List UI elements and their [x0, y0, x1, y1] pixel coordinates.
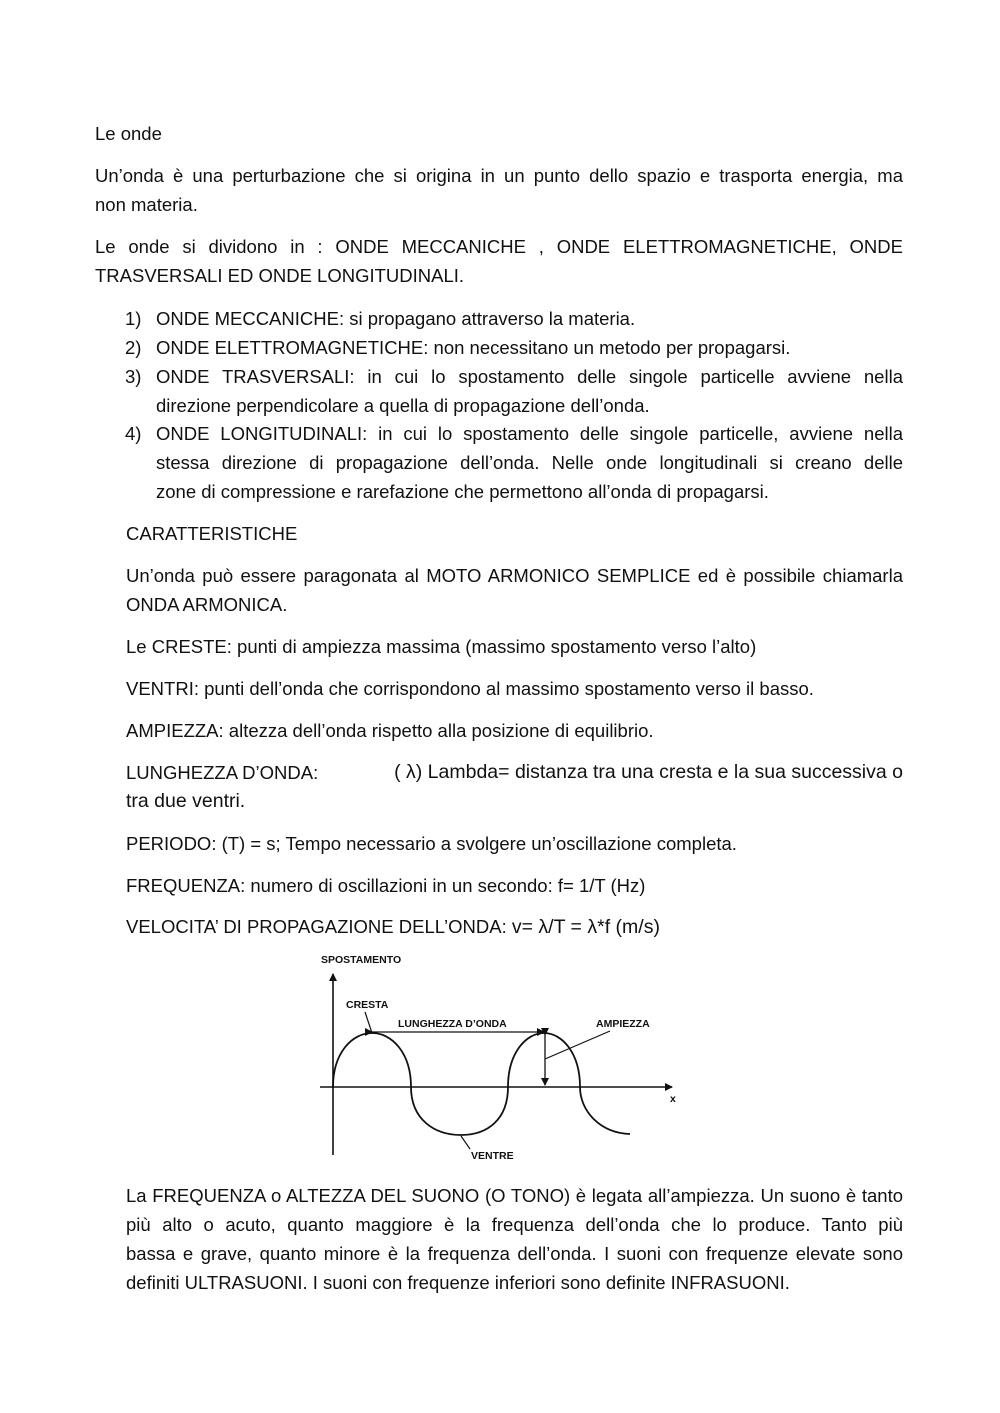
document-title: Le onde [95, 123, 162, 144]
velocita-definition [126, 912, 660, 942]
velocita-prefix: VELOCITA’ DI PROPAGAZIONE DELL’ONDA: [126, 916, 512, 937]
types-line-2: TRASVERSALI ED ONDE LONGITUDINALI. [95, 265, 465, 286]
wave-curve [333, 1033, 630, 1135]
list-number: 3) [125, 366, 142, 387]
list-item-text: ONDE TRASVERSALI: in cui lo spostamento delle singole particelle avviene nella [156, 366, 903, 387]
ampiezza-label: AMPIEZZA [596, 1018, 650, 1030]
list-item-text: stessa direzione di propagazione dell’onda. Nelle onde longitudinali si creano delle [156, 452, 903, 473]
creste-definition: Le CRESTE: punti di ampiezza massima (massimo spostamento verso l’alto) [126, 636, 757, 657]
wave-diagram [300, 945, 700, 1170]
lunghezza-definition [126, 758, 903, 787]
suono-line-1: La FREQUENZA o ALTEZZA DEL SUONO (O TONO) è legata all’ampiezza. Un suono è tanto [126, 1185, 903, 1206]
ampiezza-definition: AMPIEZZA: altezza dell’onda rispetto alla posizione di equilibrio. [126, 720, 654, 741]
list-item-text: direzione perpendicolare a quella di propagazione dell’onda. [156, 395, 650, 416]
y-axis-label: SPOSTAMENTO [321, 954, 402, 966]
armonica-line-2: ONDA ARMONICA. [126, 594, 288, 615]
lunghezza-line-2: tra due ventri. [126, 790, 246, 812]
ventre-pointer [461, 1136, 470, 1149]
lunghezza-text: ( λ) Lambda= distanza tra una cresta e la sua successiva o [394, 761, 903, 783]
section-heading: CARATTERISTICHE [126, 523, 298, 544]
armonica-line-1: Un’onda può essere paragonata al MOTO ARMONICO SEMPLICE ed è possibile chiamarla [126, 565, 903, 586]
list-item-text: zone di compressione e rarefazione che permettono all’onda di propagarsi. [156, 481, 769, 502]
frequenza-definition [126, 871, 645, 900]
suono-line-3: bassa e grave, quanto minore è la frequenza dell’onda. I suoni con frequenze elevate sono [126, 1243, 903, 1264]
velocita-formula: v= λ/T = λ*f (m/s) [511, 916, 660, 938]
list-number: 4) [125, 423, 142, 444]
frequenza-formula: f= 1/T (Hz) [557, 875, 646, 896]
intro-line-1: Un’onda è una perturbazione che si origina in un punto dello spazio e trasporta energia, ma [95, 165, 903, 186]
lunghezza-prefix: LUNGHEZZA D’ONDA: [126, 762, 319, 783]
types-line-1: Le onde si dividono in : ONDE MECCANICHE , ONDE ELETTROMAGNETICHE, ONDE [95, 236, 903, 257]
periodo-definition: PERIODO: (T) = s; Tempo necessario a svolgere un’oscillazione completa. [126, 833, 737, 854]
list-item-text: ONDE ELETTROMAGNETICHE: non necessitano un metodo per propagarsi. [156, 337, 791, 358]
list-number: 2) [125, 337, 142, 358]
suono-line-4: definiti ULTRASUONI. I suoni con frequenze inferiori sono definite INFRASUONI. [126, 1272, 790, 1293]
cresta-pointer [365, 1012, 372, 1033]
ventre-label: VENTRE [471, 1150, 514, 1162]
x-axis-label: x [670, 1093, 676, 1105]
cresta-label: CRESTA [346, 999, 389, 1011]
wavelength-label: LUNGHEZZA D’ONDA [398, 1018, 507, 1030]
list-item-text: ONDE LONGITUDINALI: in cui lo spostamento delle singole particelle, avviene nella [156, 423, 903, 444]
ventri-definition: VENTRI: punti dell’onda che corrispondono al massimo spostamento verso il basso. [126, 678, 814, 699]
list-item-text: ONDE MECCANICHE: si propagano attraverso la materia. [156, 308, 636, 329]
intro-line-2: non materia. [95, 194, 198, 215]
frequenza-prefix: FREQUENZA: numero di oscillazioni in un secondo: [126, 875, 558, 896]
suono-line-2: più alto o acuto, quanto maggiore è la frequenza dell’onda che lo produce. Tanto più [126, 1214, 903, 1235]
list-number: 1) [125, 308, 142, 329]
